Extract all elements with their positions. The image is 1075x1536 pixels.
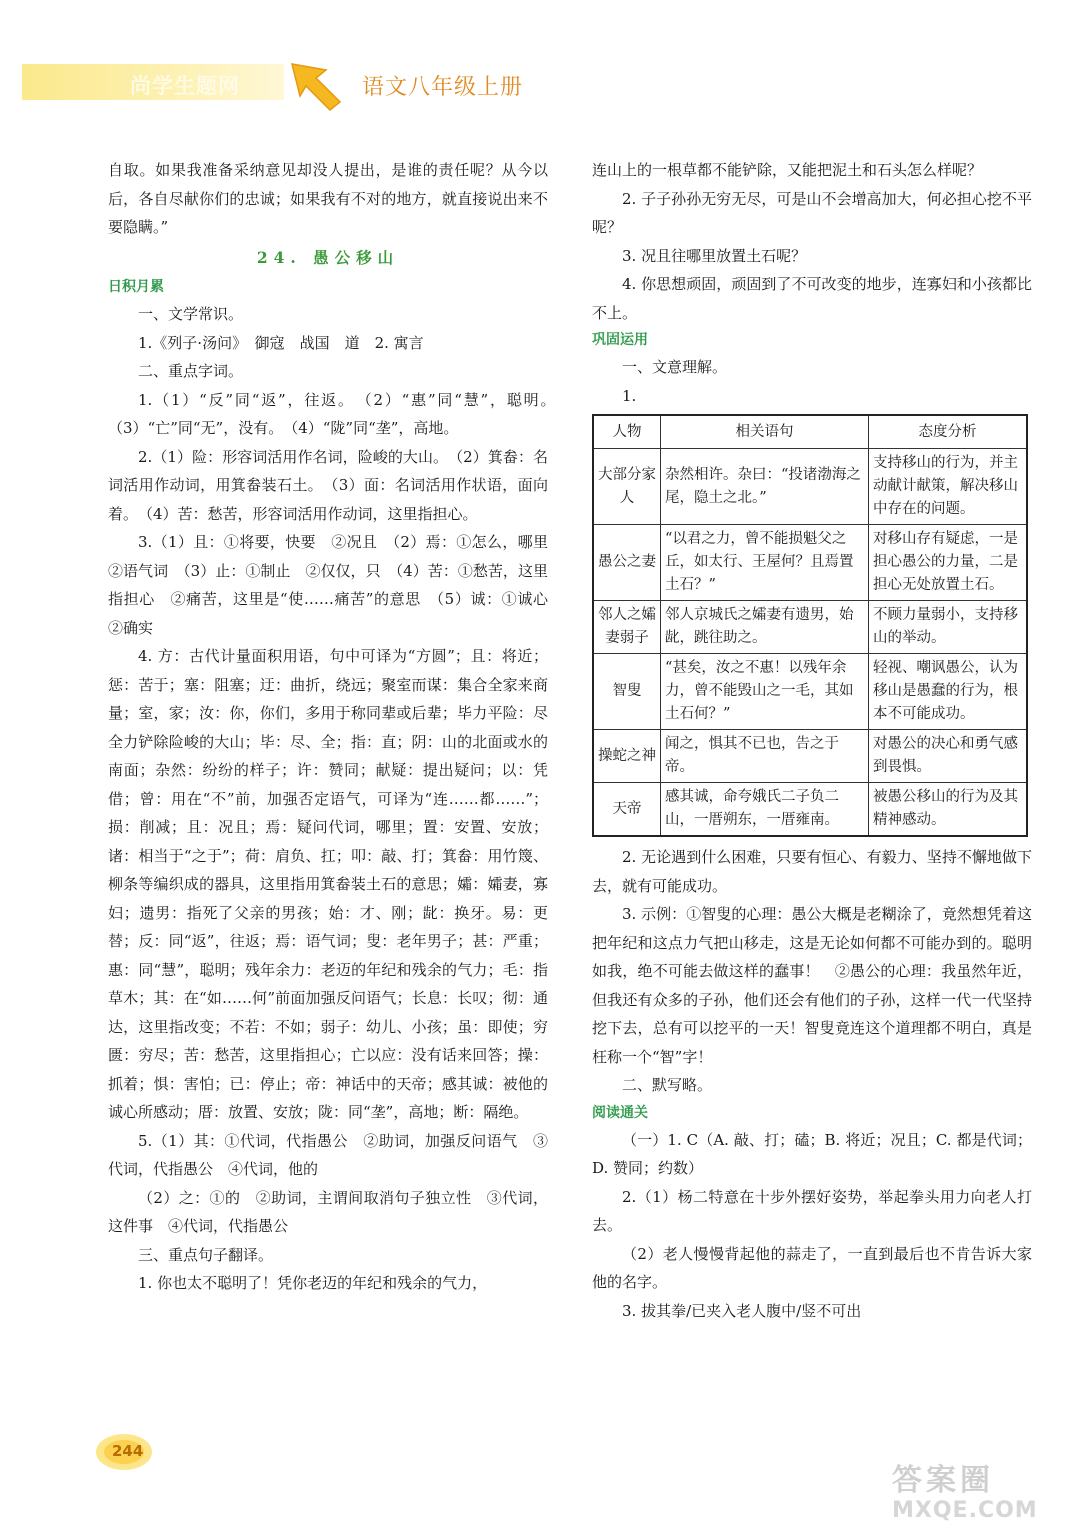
paragraph: （2）老人慢慢背起他的蒜走了，一直到最后也不肯告诉大家他的名字。: [592, 1244, 1032, 1291]
paragraph: 1.《列子·汤问》 御寇 战国 道 2. 寓言: [138, 333, 424, 352]
paragraph: 2.（1）险：形容词活用作名词，险峻的大山。 （2）箕畚：名词活用作动词，用箕畚装石土。 （3）面：名词活用作状语，面向着。 （4）苦：愁苦，形容词活用作动词，这里指担心。: [108, 447, 548, 523]
attitude-table: [592, 414, 1028, 837]
table-cell-attitude: 被愚公移山的行为及其精神感动。: [869, 783, 1028, 837]
header-brand: 尚学生题网: [130, 74, 240, 98]
paragraph: 2. 子子孙孙无穷无尽，可是山不会增高加大，何必担心挖不平呢？: [592, 189, 1032, 236]
table-header: 相关语句: [661, 415, 869, 449]
table-cell-attitude: 对愚公的决心和勇气感到畏惧。: [869, 730, 1028, 783]
table-cell-quote: 闻之，惧其不已也，告之于帝。: [661, 730, 869, 783]
paragraph: 三、重点句子翻译。: [138, 1245, 274, 1264]
section-heading: 日积月累: [108, 279, 164, 295]
paragraph: 1. 你也太不聪明了！凭你老迈的年纪和残余的气力，: [138, 1274, 488, 1292]
paragraph: 3.（1）且：①将要，快要 ②况且 （2）焉：①怎么，哪里 ②语气词 （3）止：①制止 ②仅仅，只 （4）苦：①愁苦，这里指担心 ②痛苦，这里是“使……痛苦”的意思 （5）诚：①诚心 ②确实: [108, 533, 564, 637]
table-cell-attitude: 轻视、嘲讽愚公，认为移山是愚蠢的行为，根本不可能成功。: [869, 654, 1028, 730]
lesson-title: 24. 愚公移山: [256, 247, 400, 267]
table-cell-quote: “以君之力，曾不能损魁父之丘，如太行、王屋何？且焉置土石？”: [661, 525, 869, 601]
watermark: [892, 1464, 1062, 1528]
paragraph: 2. 无论遇到什么困难，只要有恒心、有毅力、坚持不懈地做下去，就有可能成功。: [592, 848, 1032, 895]
paragraph: 1.（1）“反”同“返”，往返。 （2）“惠”同“慧”，聪明。 （3）“亡”同“无”，没有。 （4）“陇”同“垄”，高地。: [108, 390, 564, 437]
table-header: 态度分析: [869, 415, 1028, 449]
paragraph: 二、重点字词。: [138, 362, 244, 380]
table-row: [593, 730, 1027, 783]
table-cell-person: 操蛇之神: [593, 730, 661, 783]
paragraph: 连山上的一根草都不能铲除，又能把泥土和石头怎么样呢？: [592, 161, 983, 179]
paragraph: 一、文意理解。: [622, 358, 728, 376]
table-header: 人物: [593, 415, 661, 449]
right-column: [592, 156, 1032, 1325]
table-cell-attitude: 对移山存有疑虑，一是担心愚公的力量，二是担心无处放置土石。: [869, 525, 1028, 601]
table-cell-quote: 感其诚，命夸娥氏二子负二山，一厝朔东，一厝雍南。: [661, 783, 869, 837]
paragraph: 2.（1）杨二特意在十步外摆好姿势，举起拳头用力向老人打去。: [592, 1187, 1032, 1234]
table-header-row: [593, 415, 1027, 449]
paragraph: 二、默写略。: [622, 1076, 713, 1094]
table-cell-person: 愚公之妻: [593, 525, 661, 601]
section-heading: 阅读通关: [592, 1104, 648, 1121]
table-cell-person: 邻人之孀妻弱子: [593, 601, 661, 654]
paragraph: 1.: [622, 386, 637, 405]
paragraph: 自取。如果我准备采纳意见却没人提出，是谁的责任呢？从今以后，各自尽献你们的忠诚；如果我有不对的地方，就直接说出来不要隐瞒。”: [108, 161, 548, 236]
table-row: [593, 654, 1027, 730]
table-row: [593, 601, 1027, 654]
watermark-logo: 答案圈: [892, 1463, 994, 1498]
table-cell-person: 智叟: [593, 654, 661, 730]
left-column: [108, 156, 564, 1298]
table-row: [593, 449, 1027, 525]
table-cell-attitude: 不顾力量弱小，支持移山的举动。: [869, 601, 1028, 654]
table-cell-person: 大部分家人: [593, 449, 661, 525]
section-heading: 巩固运用: [592, 332, 648, 348]
arrow-icon: [286, 56, 344, 114]
paragraph: 3. 况且往哪里放置土石呢？: [622, 246, 807, 265]
table-row: [593, 525, 1027, 601]
paragraph: （一）1. C（A. 敲、打；磕；B. 将近；况且；C. 都是代词；D. 赞同；约数）: [592, 1130, 1032, 1177]
paragraph: 3. 示例：①智叟的心理：愚公大概是老糊涂了，竟然想凭着这把年纪和这点力气把山移走，这是无论如何都不可能办到的。聪明如我，绝不可能去做这样的蠢事！ ②愚公的心理：我虽然年近，但我还有众多的子孙，他们还会有他们的子孙，这样一代一代坚持挖下去，总有可以挖平的一天！智叟竟连这个道理都不明白，真是枉称一个“智”字！: [592, 905, 1032, 1066]
paragraph: 4. 方：古代计量面积用语，句中可译为“方圆”；且：将近；惩：苦于；塞：阻塞；迂：曲折，绕远；聚室而谋：集合全家来商量；室，家；汝：你，你们，多用于称同辈或后辈；毕力平险：尽全力铲除险峻的大山；毕：尽、全；指：直；阴：山的北面或水的南面；杂然：纷纷的样子；许：赞同；献疑：提出疑问；以：凭借；曾：用在“不”前，加强否定语气，可译为“连……都……”；损：削减；且：况且；焉：疑问代词，哪里；置：安置、安放；诸：相当于“之于”；荷：肩负、扛；叩：敲、打；箕畚：用竹篾、柳条等编织成的器具，这里指用箕畚装土石的意思；孀：孀妻，寡妇；遗男：指死了父亲的男孩；始：才、刚；龀：换牙。易：更替；反：同“返”，往返；焉：语气词；叟：老年男子；甚：严重；惠：同“慧”，聪明；残年余力：老迈的年纪和残余的气力；毛：指草木；其：在“如……何”前面加强反问语气；长息：长叹；彻：通达，这里指改变；不若：不如；弱子：幼儿、小孩；虽：即使；穷匮：穷尽；苦：愁苦，这里指担心；亡以应：没有话来回答；操：抓着；惧：害怕；已：停止；帝：神话中的天帝；感其诚：被他的诚心所感动；厝：放置、安放；陇：同“垄”，高地；断：隔绝。: [108, 647, 548, 1121]
paragraph: 5.（1）其：①代词，代指愚公 ②助词，加强反问语气 ③代词，代指愚公 ④代词，他的: [108, 1131, 548, 1178]
header-subject: 语文八年级上册: [362, 75, 524, 100]
table-cell-quote: 邻人京城氏之孀妻有遗男，始龀，跳往助之。: [661, 601, 869, 654]
page-number: 244: [112, 1442, 144, 1460]
paragraph: （2）之：①的 ②助词，主谓间取消句子独立性 ③代词，这件事 ④代词，代指愚公: [108, 1188, 548, 1235]
table-row: [593, 783, 1027, 837]
watermark-url: MXQE.COM: [892, 1498, 1038, 1523]
table-cell-person: 天帝: [593, 783, 661, 837]
paragraph: 4. 你思想顽固，顽固到了不可改变的地步，连寡妇和小孩都比不上。: [592, 275, 1032, 322]
table-cell-quote: “甚矣，汝之不惠！以残年余力，曾不能毁山之一毛，其如土石何？”: [661, 654, 869, 730]
paragraph: 3. 拔其拳/已夹入老人腹中/竖不可出: [622, 1301, 862, 1320]
table-cell-attitude: 支持移山的行为，并主动献计献策，解决移山中存在的问题。: [869, 449, 1028, 525]
table-cell-quote: 杂然相许。杂曰：“投诸渤海之尾，隐土之北。”: [661, 449, 869, 525]
paragraph: 一、文学常识。: [138, 305, 244, 323]
